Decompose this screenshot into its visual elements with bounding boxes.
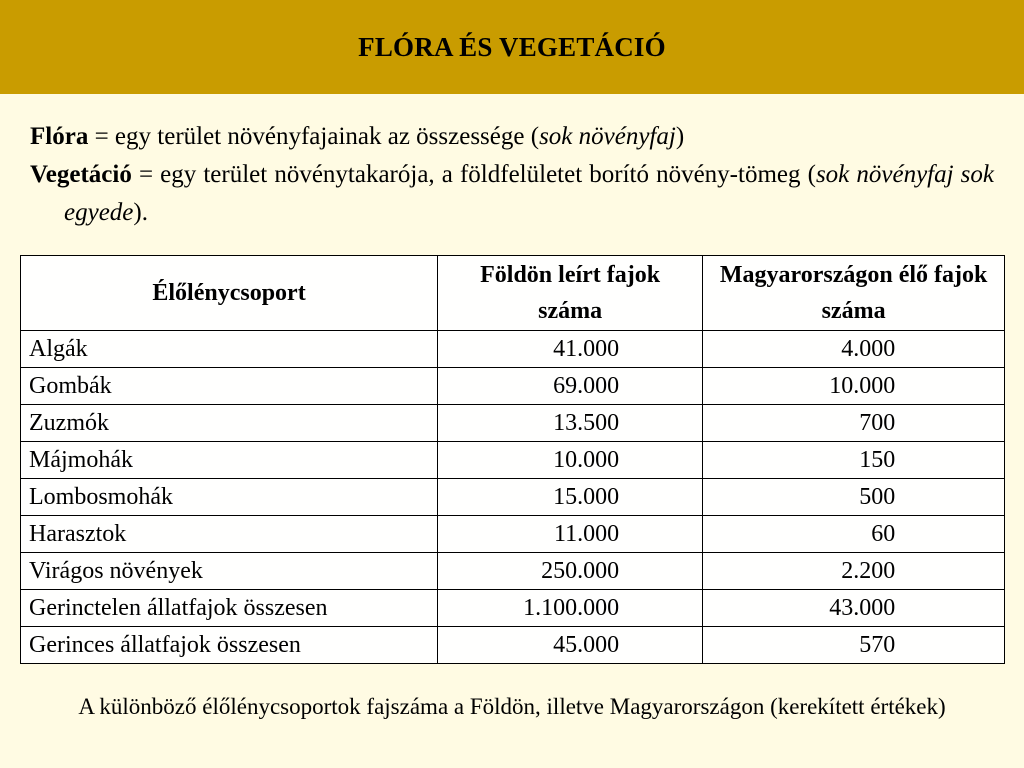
flora-close: ) — [675, 123, 685, 150]
group-name: Virágos növények — [21, 553, 438, 590]
hungary-count: 43.000 — [829, 595, 896, 621]
table-row — [21, 516, 1005, 553]
hungary-count: 500 — [859, 484, 896, 510]
group-name: Harasztok — [21, 516, 438, 553]
hungary-count: 10.000 — [829, 373, 896, 399]
header-earth-count: Földön leírt fajok száma — [438, 256, 703, 331]
hungary-count: 150 — [859, 447, 896, 473]
table-row — [21, 627, 1005, 664]
slide-header — [0, 0, 1024, 94]
group-name: Májmohák — [21, 442, 438, 479]
table-caption: A különböző élőlénycsoportok fajszáma a Földön, illetve Magyarországon (kerekített értékek) — [78, 694, 946, 719]
hungary-count: 60 — [871, 521, 896, 547]
earth-count: 41.000 — [553, 336, 620, 362]
earth-count: 250.000 — [541, 558, 620, 584]
group-name: Gombák — [21, 368, 438, 405]
header-hungary-count: Magyarországon élő fajok száma — [703, 256, 1005, 331]
earth-count: 69.000 — [553, 373, 620, 399]
flora-definition — [30, 118, 994, 156]
definitions — [30, 118, 994, 232]
flora-term: Flóra — [30, 123, 89, 150]
hungary-count: 700 — [859, 410, 896, 436]
vegetation-text: = egy terület növénytakarója, a földfelületet borító növény-tömeg ( — [131, 161, 816, 188]
table-row — [21, 553, 1005, 590]
group-name: Algák — [21, 331, 438, 368]
slide-title: FLÓRA ÉS VEGETÁCIÓ — [358, 31, 666, 62]
earth-count: 15.000 — [553, 484, 620, 510]
table-row — [21, 368, 1005, 405]
earth-count: 10.000 — [553, 447, 620, 473]
flora-text: = egy terület növényfajainak az összessége ( — [88, 123, 540, 150]
group-name: Lombosmohák — [21, 479, 438, 516]
group-name: Gerinctelen állatfajok összesen — [21, 590, 438, 627]
table-header-row — [21, 256, 1005, 331]
table-row — [21, 405, 1005, 442]
table-row — [21, 590, 1005, 627]
table-row — [21, 442, 1005, 479]
flora-italic: sok növényfaj — [539, 123, 676, 150]
vegetation-definition — [30, 156, 994, 232]
group-name: Zuzmók — [21, 405, 438, 442]
earth-count: 13.500 — [553, 410, 620, 436]
table-row — [21, 479, 1005, 516]
species-table — [20, 255, 1005, 664]
hungary-count: 4.000 — [841, 336, 896, 362]
group-name: Gerinces állatfajok összesen — [21, 627, 438, 664]
hungary-count: 570 — [859, 632, 896, 658]
earth-count: 11.000 — [553, 521, 620, 547]
vegetation-close: ). — [133, 199, 148, 226]
vegetation-italic: sok növényfaj sok egyede — [64, 161, 994, 226]
table-row — [21, 331, 1005, 368]
earth-count: 1.100.000 — [523, 595, 620, 621]
hungary-count: 2.200 — [841, 558, 896, 584]
header-group: Élőlénycsoport — [21, 256, 438, 331]
vegetation-term: Vegetáció — [30, 161, 132, 188]
earth-count: 45.000 — [553, 632, 620, 658]
